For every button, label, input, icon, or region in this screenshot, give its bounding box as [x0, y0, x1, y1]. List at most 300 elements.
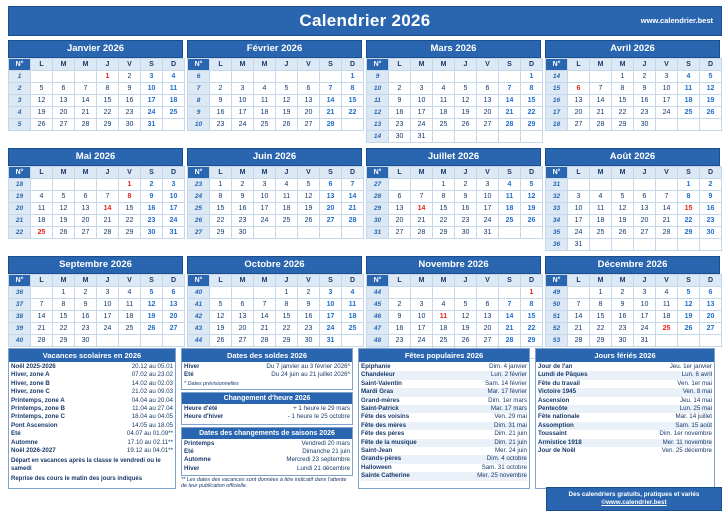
month-title: Février 2026 — [187, 40, 362, 58]
day-cell: 17 — [232, 107, 254, 119]
day-cell: 4 — [31, 191, 53, 203]
week-number-cell: 31 — [546, 179, 568, 191]
day-cell: 26 — [521, 215, 543, 227]
row-value: Lun. 2 février — [490, 371, 527, 379]
fete-row — [361, 447, 527, 455]
day-cell: 20 — [700, 311, 722, 323]
month-table — [187, 274, 364, 347]
week-row — [546, 95, 722, 107]
empty-day-cell — [298, 71, 320, 83]
panel-soldes-group — [181, 348, 353, 489]
week-number-cell: 14 — [367, 131, 389, 143]
week-row — [546, 119, 722, 131]
day-cell: 29 — [433, 227, 455, 239]
fete-row — [361, 455, 527, 463]
day-cell: 27 — [53, 119, 75, 131]
fete-row — [361, 472, 527, 480]
day-cell: 26 — [53, 227, 75, 239]
weekday-header: J — [455, 167, 477, 179]
week-row — [367, 131, 543, 143]
day-cell: 19 — [700, 95, 722, 107]
empty-day-cell — [499, 227, 521, 239]
week-row — [188, 107, 364, 119]
weekday-header: S — [678, 167, 700, 179]
day-cell: 13 — [477, 95, 499, 107]
week-row — [367, 191, 543, 203]
week-row — [546, 311, 722, 323]
day-cell: 12 — [678, 299, 700, 311]
week-number-cell: 53 — [546, 335, 568, 347]
ferie-row — [538, 397, 712, 405]
day-cell: 13 — [320, 191, 342, 203]
vacances-row — [11, 447, 173, 455]
week-number-cell: 28 — [367, 191, 389, 203]
weekday-header: J — [634, 59, 656, 71]
empty-day-cell — [499, 287, 521, 299]
day-cell: 13 — [53, 95, 75, 107]
row-label: Fête du travail — [538, 379, 580, 387]
day-cell: 21 — [75, 107, 97, 119]
row-label: Heure d'hiver — [184, 413, 224, 421]
site-url[interactable]: www.calendrier.best — [640, 16, 713, 25]
day-cell: 11 — [656, 299, 678, 311]
day-cell: 8 — [612, 83, 634, 95]
empty-day-cell — [119, 335, 141, 347]
day-cell: 10 — [232, 95, 254, 107]
empty-day-cell — [163, 335, 185, 347]
day-cell: 12 — [31, 95, 53, 107]
empty-day-cell — [31, 179, 53, 191]
weekday-header: M — [433, 275, 455, 287]
day-cell: 3 — [320, 287, 342, 299]
month-title: Janvier 2026 — [8, 40, 183, 58]
empty-day-cell — [568, 71, 590, 83]
weekday-header: M — [590, 275, 612, 287]
row-value: Lun. 25 mai — [679, 405, 712, 413]
day-cell: 24 — [568, 227, 590, 239]
day-cell: 16 — [700, 203, 722, 215]
day-cell: 23 — [141, 215, 163, 227]
row-value: Dim. 1er mars — [488, 396, 527, 404]
week-row — [188, 83, 364, 95]
week-number-cell: 46 — [367, 311, 389, 323]
page-header — [8, 6, 722, 36]
row-value: Lun. 6 avril — [681, 371, 712, 379]
day-cell: 2 — [210, 83, 232, 95]
weekday-header: L — [31, 167, 53, 179]
month-title: Avril 2026 — [545, 40, 720, 58]
day-cell: 19 — [455, 323, 477, 335]
week-row — [546, 299, 722, 311]
month-block — [366, 148, 541, 251]
row-label: Hiver, zone B — [11, 379, 50, 387]
day-cell: 21 — [320, 107, 342, 119]
day-cell: 4 — [678, 71, 700, 83]
day-cell: 2 — [612, 287, 634, 299]
day-cell: 15 — [276, 311, 298, 323]
week-number-cell: 13 — [367, 119, 389, 131]
empty-day-cell — [590, 71, 612, 83]
day-cell: 1 — [119, 179, 141, 191]
day-cell: 23 — [634, 107, 656, 119]
day-cell: 1 — [521, 71, 543, 83]
footer-line-2[interactable]: ©www.calendrier.best — [601, 499, 667, 506]
day-cell: 20 — [389, 215, 411, 227]
weekday-header: M — [75, 59, 97, 71]
weekday-header: M — [254, 59, 276, 71]
day-cell: 18 — [342, 311, 364, 323]
month-table — [366, 274, 543, 359]
day-cell: 10 — [634, 299, 656, 311]
soldes-row — [184, 363, 350, 371]
day-cell: 3 — [411, 83, 433, 95]
empty-day-cell — [634, 179, 656, 191]
week-row — [367, 335, 543, 347]
weekday-header: V — [119, 167, 141, 179]
weekday-header: V — [477, 59, 499, 71]
day-cell: 26 — [31, 119, 53, 131]
month-table — [545, 274, 722, 347]
day-cell: 8 — [678, 191, 700, 203]
day-cell: 10 — [320, 299, 342, 311]
day-cell: 8 — [210, 191, 232, 203]
day-cell: 11 — [590, 203, 612, 215]
week-number-cell: 17 — [546, 107, 568, 119]
day-cell: 13 — [568, 95, 590, 107]
day-cell: 10 — [254, 191, 276, 203]
weekday-header: D — [700, 275, 722, 287]
day-cell: 27 — [298, 119, 320, 131]
day-cell: 8 — [521, 299, 543, 311]
month-table — [545, 166, 722, 251]
day-cell: 15 — [521, 311, 543, 323]
day-cell: 29 — [53, 335, 75, 347]
day-cell: 14 — [499, 95, 521, 107]
day-cell: 31 — [141, 119, 163, 131]
day-cell: 23 — [389, 119, 411, 131]
day-cell: 7 — [411, 191, 433, 203]
day-cell: 17 — [163, 203, 185, 215]
row-label: Toussaint — [538, 430, 567, 438]
day-cell: 18 — [119, 311, 141, 323]
day-cell: 30 — [389, 131, 411, 143]
row-label: Saint-Jean — [361, 447, 393, 455]
day-cell: 12 — [612, 203, 634, 215]
day-cell: 7 — [499, 299, 521, 311]
empty-day-cell — [31, 287, 53, 299]
week-number-cell: 32 — [546, 191, 568, 203]
vacances-row — [11, 380, 173, 388]
page-footer — [546, 487, 722, 511]
row-value: 04.04 au 20.04 — [131, 396, 173, 404]
empty-day-cell — [568, 287, 590, 299]
week-row — [546, 323, 722, 335]
row-value: Mer. 11 novembre — [662, 438, 712, 446]
weekday-header: L — [389, 275, 411, 287]
row-label: Victoire 1945 — [538, 388, 577, 396]
row-label: Fête nationale — [538, 413, 580, 421]
week-row — [188, 191, 364, 203]
day-cell: 9 — [634, 83, 656, 95]
saison-row — [184, 456, 350, 464]
week-number-cell: 45 — [367, 299, 389, 311]
day-cell: 8 — [276, 299, 298, 311]
empty-day-cell — [163, 119, 185, 131]
week-row — [9, 83, 185, 95]
day-cell: 20 — [477, 107, 499, 119]
day-cell: 31 — [163, 227, 185, 239]
weekday-header: J — [455, 275, 477, 287]
day-cell: 29 — [678, 227, 700, 239]
day-cell: 13 — [298, 95, 320, 107]
day-cell: 16 — [210, 107, 232, 119]
day-cell: 21 — [590, 107, 612, 119]
weekday-header: S — [320, 59, 342, 71]
row-value: Sam. 31 octobre — [481, 463, 527, 471]
month-block — [8, 148, 183, 251]
day-cell: 22 — [521, 323, 543, 335]
day-cell: 26 — [678, 323, 700, 335]
day-cell: 9 — [455, 191, 477, 203]
day-cell: 7 — [568, 299, 590, 311]
panel-title-feries: Jours fériés 2026 — [536, 349, 714, 362]
row-value: Sam. 14 février — [485, 379, 527, 387]
day-cell: 9 — [141, 191, 163, 203]
day-cell: 16 — [634, 95, 656, 107]
week-number-cell: 29 — [367, 203, 389, 215]
weekday-header: D — [700, 59, 722, 71]
month-title: Mars 2026 — [366, 40, 541, 58]
week-number-cell: 27 — [188, 227, 210, 239]
day-cell: 11 — [163, 83, 185, 95]
day-cell: 21 — [31, 323, 53, 335]
day-cell: 19 — [210, 323, 232, 335]
empty-day-cell — [53, 179, 75, 191]
week-row — [188, 179, 364, 191]
day-cell: 1 — [97, 71, 119, 83]
day-cell: 16 — [141, 203, 163, 215]
day-cell: 27 — [477, 335, 499, 347]
row-label: Été — [184, 448, 194, 456]
day-cell: 4 — [163, 71, 185, 83]
empty-day-cell — [656, 179, 678, 191]
day-cell: 15 — [342, 95, 364, 107]
week-number-cell: 41 — [188, 299, 210, 311]
day-cell: 19 — [31, 107, 53, 119]
panel-title-heure: Changement d'heure 2026 — [182, 393, 352, 404]
day-cell: 29 — [97, 119, 119, 131]
day-cell: 13 — [477, 311, 499, 323]
fete-row — [361, 371, 527, 379]
weekday-header: M — [53, 59, 75, 71]
row-value: Ven. 29 mai — [494, 413, 527, 421]
weekday-header: M — [53, 275, 75, 287]
month-block — [545, 256, 720, 359]
day-cell: 23 — [455, 215, 477, 227]
day-cell: 16 — [389, 323, 411, 335]
row-label: Printemps — [184, 439, 215, 447]
week-row — [546, 227, 722, 239]
day-cell: 29 — [210, 227, 232, 239]
row-label: Hiver — [184, 464, 200, 472]
day-cell: 15 — [433, 203, 455, 215]
fete-row — [361, 413, 527, 421]
day-cell: 4 — [342, 287, 364, 299]
vacances-row — [11, 405, 173, 413]
week-number-header: N° — [9, 167, 31, 179]
weekday-header: D — [521, 275, 543, 287]
week-row — [367, 227, 543, 239]
week-number-cell: 36 — [546, 239, 568, 251]
week-number-header: N° — [188, 275, 210, 287]
day-cell: 27 — [477, 119, 499, 131]
ferie-row — [538, 422, 712, 430]
month-block — [8, 256, 183, 359]
day-cell: 25 — [342, 323, 364, 335]
day-cell: 7 — [320, 83, 342, 95]
saisons-rows — [182, 439, 352, 476]
day-cell: 30 — [634, 119, 656, 131]
empty-day-cell — [320, 71, 342, 83]
day-cell: 13 — [232, 311, 254, 323]
month-table — [187, 166, 364, 239]
day-cell: 5 — [678, 287, 700, 299]
day-cell: 31 — [411, 131, 433, 143]
day-cell: 18 — [163, 95, 185, 107]
weekday-header: S — [141, 167, 163, 179]
day-cell: 30 — [298, 335, 320, 347]
weekday-header: M — [411, 59, 433, 71]
day-cell: 5 — [210, 299, 232, 311]
day-cell: 22 — [342, 107, 364, 119]
empty-day-cell — [678, 335, 700, 347]
week-number-cell: 14 — [546, 71, 568, 83]
week-row — [9, 287, 185, 299]
row-label: Halloween — [361, 463, 392, 471]
day-cell: 3 — [97, 287, 119, 299]
day-cell: 13 — [75, 203, 97, 215]
day-cell: 11 — [678, 83, 700, 95]
row-value: 14.02 au 02.03 — [131, 379, 173, 387]
day-cell: 21 — [499, 323, 521, 335]
panel-title-fetes: Fêtes populaires 2026 — [359, 349, 529, 362]
day-cell: 14 — [568, 311, 590, 323]
weekday-header: M — [232, 167, 254, 179]
weekday-header: L — [389, 59, 411, 71]
day-cell: 5 — [612, 191, 634, 203]
day-cell: 12 — [700, 83, 722, 95]
week-row — [367, 299, 543, 311]
day-cell: 30 — [119, 119, 141, 131]
day-cell: 23 — [75, 323, 97, 335]
day-cell: 21 — [499, 107, 521, 119]
day-cell: 29 — [521, 119, 543, 131]
day-cell: 12 — [276, 95, 298, 107]
week-number-cell: 33 — [546, 203, 568, 215]
week-number-cell: 42 — [188, 311, 210, 323]
weekday-header: L — [568, 167, 590, 179]
weekday-header: M — [433, 167, 455, 179]
row-value: Ven. 8 mai — [682, 388, 712, 396]
empty-day-cell — [75, 71, 97, 83]
row-label: Fête de la musique — [361, 438, 417, 446]
weekday-header: D — [700, 167, 722, 179]
day-cell: 6 — [634, 191, 656, 203]
day-cell: 12 — [298, 191, 320, 203]
day-cell: 24 — [477, 215, 499, 227]
day-cell: 10 — [97, 299, 119, 311]
row-label: Noël 2025-2026 — [11, 363, 56, 370]
row-label: Saint-Patrick — [361, 405, 399, 413]
row-value: Mar. 17 mars — [490, 405, 527, 413]
week-number-cell: 2 — [9, 83, 31, 95]
week-number-cell: 27 — [367, 179, 389, 191]
week-number-cell: 34 — [546, 215, 568, 227]
day-cell: 18 — [433, 107, 455, 119]
panel-changement-heure — [181, 392, 353, 425]
day-cell: 19 — [678, 311, 700, 323]
day-cell: 21 — [656, 215, 678, 227]
day-cell: 23 — [389, 335, 411, 347]
row-value: Jeu. 1er janvier — [669, 363, 712, 370]
empty-day-cell — [389, 71, 411, 83]
vacances-row — [11, 439, 173, 447]
week-number-cell: 22 — [9, 227, 31, 239]
row-label: Noël 2026-2027 — [11, 447, 56, 455]
soldes-note: * Dates prévisionnelles — [184, 380, 239, 387]
row-value: Dim. 1er novembre — [659, 430, 712, 438]
day-cell: 1 — [612, 71, 634, 83]
empty-day-cell — [477, 71, 499, 83]
empty-day-cell — [477, 131, 499, 143]
panel-jours-feries — [535, 348, 715, 489]
info-panels — [8, 348, 720, 489]
day-cell: 5 — [53, 191, 75, 203]
day-cell: 31 — [634, 335, 656, 347]
empty-day-cell — [678, 119, 700, 131]
day-cell: 11 — [254, 95, 276, 107]
empty-day-cell — [700, 335, 722, 347]
vacances-row — [11, 430, 173, 438]
weekday-header: L — [210, 275, 232, 287]
heure-row — [184, 413, 350, 421]
day-cell: 24 — [163, 215, 185, 227]
week-number-cell: 11 — [367, 95, 389, 107]
week-number-cell: 7 — [188, 83, 210, 95]
week-row — [367, 119, 543, 131]
week-row — [546, 287, 722, 299]
day-cell: 14 — [254, 311, 276, 323]
day-cell: 27 — [700, 323, 722, 335]
row-value: Du 7 janvier au 3 février 2026* — [266, 363, 350, 370]
empty-day-cell — [75, 179, 97, 191]
week-row — [546, 239, 722, 251]
week-row — [9, 95, 185, 107]
page-title: Calendrier 2026 — [299, 11, 431, 30]
day-cell: 24 — [232, 119, 254, 131]
month-block — [187, 256, 362, 359]
row-value: 04.07 au 01.09** — [126, 430, 173, 438]
week-row — [9, 227, 185, 239]
day-cell: 5 — [141, 287, 163, 299]
vacances-note: Départ en vacances après la classe le vendredi ou le samedi — [11, 458, 161, 473]
weekday-header: J — [97, 167, 119, 179]
weekday-header: M — [590, 59, 612, 71]
day-cell: 2 — [75, 287, 97, 299]
row-label: Pont Ascension — [11, 421, 58, 429]
day-cell: 4 — [656, 287, 678, 299]
vacances-rows — [9, 362, 175, 485]
